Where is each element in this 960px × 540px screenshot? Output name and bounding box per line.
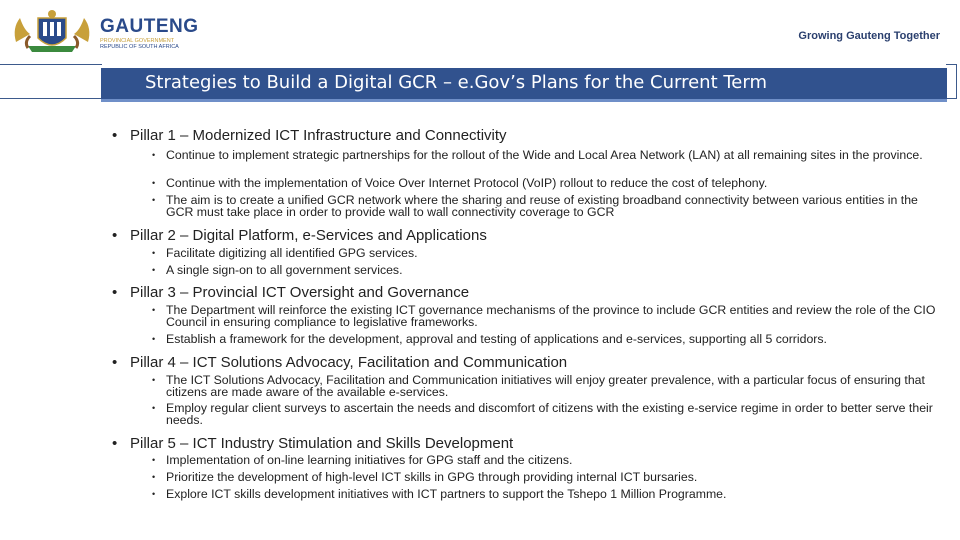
gauteng-logo: [10, 8, 199, 56]
list-item: • The aim is to create a unified GCR network where the sharing and reuse of existing broadband connectivity between various entities in the GCR must take place in order to provide wall to wall connectivity coverage to GCR: [152, 193, 918, 219]
slide-title: Strategies to Build a Digital GCR – e.Gov’s Plans for the Current Term: [145, 72, 767, 93]
list-item: • Employ regular client surveys to ascertain the needs and discomfort of citizens with the existing e-service regime in order to better serve their needs.: [152, 401, 933, 427]
list-item: • Establish a framework for the development, approval and testing of applications and e-services, supporting all 5 corridors.: [152, 332, 827, 346]
list-item: • A single sign-on to all government services.: [152, 263, 403, 277]
pillar-heading: • Pillar 2 – Digital Platform, e-Services and Applications: [114, 227, 487, 244]
list-item: • The Department will reinforce the existing ICT governance mechanisms of the province to include GCR entities and review the role of the CIO Council in ensuring compliance to legislative frameworks.: [152, 303, 936, 329]
page-header: [0, 0, 960, 62]
slogan: Growing Gauteng Together: [798, 30, 940, 42]
list-item: • Continue to implement strategic partnerships for the rollout of the Wide and Local Area Network (LAN) at all remaining sites in the province.: [152, 148, 923, 162]
pillar-heading: • Pillar 3 – Provincial ICT Oversight and Governance: [114, 284, 469, 301]
list-item: • The ICT Solutions Advocacy, Facilitation and Communication initiatives will enjoy greater prevalence, with a particular focus of ensuring that citizens are made aware of the available e-services.: [152, 373, 925, 399]
brand-name: GAUTENG: [100, 16, 199, 37]
list-item: • Implementation of on-line learning initiatives for GPG staff and the citizens.: [152, 453, 573, 467]
list-item: • Facilitate digitizing all identified GPG services.: [152, 246, 418, 260]
coat-of-arms-icon: [10, 8, 94, 56]
title-frame-left: [0, 64, 102, 99]
title-frame-right: [946, 64, 957, 99]
list-item: • Explore ICT skills development initiatives with ICT partners to support the Tshepo 1 Million Programme.: [152, 487, 727, 501]
brand-sub-line-2: REPUBLIC OF SOUTH AFRICA: [100, 44, 179, 50]
list-item: • Prioritize the development of high-level ICT skills in GPG through providing internal ICT bursaries.: [152, 470, 698, 484]
pillar-heading: • Pillar 1 – Modernized ICT Infrastructure and Connectivity: [114, 127, 507, 144]
pillar-heading: • Pillar 4 – ICT Solutions Advocacy, Facilitation and Communication: [114, 354, 567, 371]
title-bar: [101, 68, 947, 102]
list-item: • Continue with the implementation of Voice Over Internet Protocol (VoIP) rollout to reduce the cost of telephony.: [152, 176, 768, 190]
brand-subtitle: [100, 38, 195, 50]
pillar-heading: • Pillar 5 – ICT Industry Stimulation and Skills Development: [114, 435, 513, 452]
brand-sub-line-1: PROVINCIAL GOVERNMENT: [100, 38, 175, 44]
